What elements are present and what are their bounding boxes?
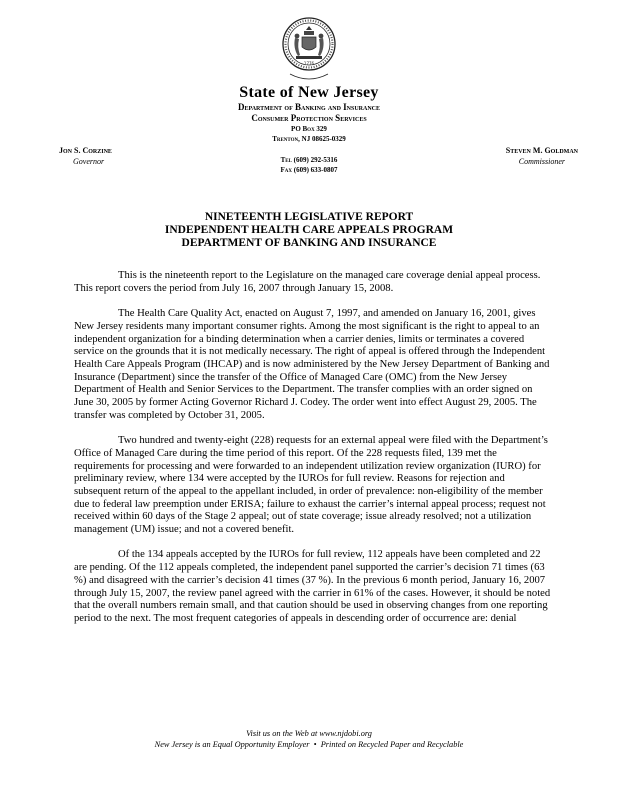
report-body — [74, 270, 552, 638]
report-title-line-3: DEPARTMENT OF BANKING AND INSURANCE — [181, 237, 437, 249]
city-address: Trenton, NJ 08625-0329 — [272, 135, 346, 143]
seal-emblem-icon — [282, 14, 336, 82]
footer-bullet: • — [313, 740, 317, 749]
po-box: PO Box 329 — [291, 125, 327, 133]
governor-title: Governor — [73, 157, 105, 166]
telephone: Tel (609) 292-5316 — [280, 156, 338, 164]
department-name: Department of Banking and Insurance — [237, 102, 381, 112]
letterhead — [0, 84, 618, 144]
paragraph-appeal-outcomes: Of the 134 appeals accepted by the IUROs for full review, 112 appeals have been completed and 22 are pending. Of the 112 appeals completed, the independent panel supported the carrier’s decision 71 times (63 %) and disagreed with the carrier’s decision 41 times (37 %). In the previous 6 month period, January 16, 2007 through July 15, 2007, the review panel agreed with the carrier in 61% of the cases. However, it should be noted that the overall numbers remain small, and that caution should be used in observing changes from one reporting period to the next. The most frequent categories of appeals in descending order of occurrence are: denial — [74, 549, 551, 624]
recycled-paper-text: Printed on Recycled Paper and Recyclable — [320, 740, 464, 749]
governor-name: Jon S. Corzine — [59, 146, 112, 155]
page-footer — [0, 728, 618, 750]
report-title-line-1: NINETEENTH LEGISLATIVE REPORT — [204, 211, 414, 223]
svg-text:1776: 1776 — [303, 61, 315, 66]
state-seal — [282, 14, 336, 82]
equal-opportunity-text: New Jersey is an Equal Opportunity Employer — [154, 740, 310, 749]
commissioner-name: Steven M. Goldman — [505, 146, 578, 155]
commissioner-title: Commissioner — [518, 157, 565, 166]
footer-notice — [0, 739, 618, 750]
commissioner-block — [506, 145, 578, 167]
report-title-line-2: INDEPENDENT HEALTH CARE APPEALS PROGRAM — [164, 224, 454, 236]
paragraph-appeal-requests: Two hundred and twenty-eight (228) requests for an external appeal were filed with the Department’s Office of Managed Care during the time period of this report. Of the 228 requests filed, 139 met the requirements for processing and were forwarded to an independent utilization review organization (IURO) for preliminary review, where 134 were accepted by the IUROs for full review. Reasons for rejection and subsequent return of the appeal to the appellant included, in order of prevalence: non-eligibility of the member due to federal law preemption under ERISA; failure to exhaust the carrier’s internal appeal process; request not received within 60 days of the Stage 2 appeal; out of state coverage; issue already resolved; not a utilization management (UM) issue; and not a covered benefit. — [74, 435, 548, 536]
fax: Fax (609) 633-0807 — [280, 166, 338, 174]
report-title — [0, 211, 618, 250]
division-name: Consumer Protection Services — [251, 113, 367, 123]
paragraph-health-care-quality-act: The Health Care Quality Act, enacted on August 7, 1997, and amended on January 16, 2001, gives New Jersey residents many important consumer rights. Among the most significant is the right to appeal to an independent organization for a binding determination when a carrier denies, limits or terminates a covered service on the grounds that it is not medically necessary. The right of appeal is offered through the Independent Health Care Appeals Program (IHCAP) and is now administered by the New Jersey Department of Banking and Insurance (Department) since the transfer of the Office of Managed Care (OMC) from the New Jersey Department of Health and Senior Services to the Department. The transfer complies with an order signed on June 30, 2005 by former Acting Governor Richard J. Codey. The order went into effect August 29, 2005. The transfer was completed by October 31, 2005. — [74, 308, 550, 421]
paragraph-intro: This is the nineteenth report to the Legislature on the managed care coverage denial appeal process. This report covers the period from July 16, 2007 through January 15, 2008. — [74, 270, 541, 294]
state-name: State of New Jersey — [239, 84, 379, 101]
website-line: Visit us on the Web at www.njdobi.org — [246, 729, 372, 738]
